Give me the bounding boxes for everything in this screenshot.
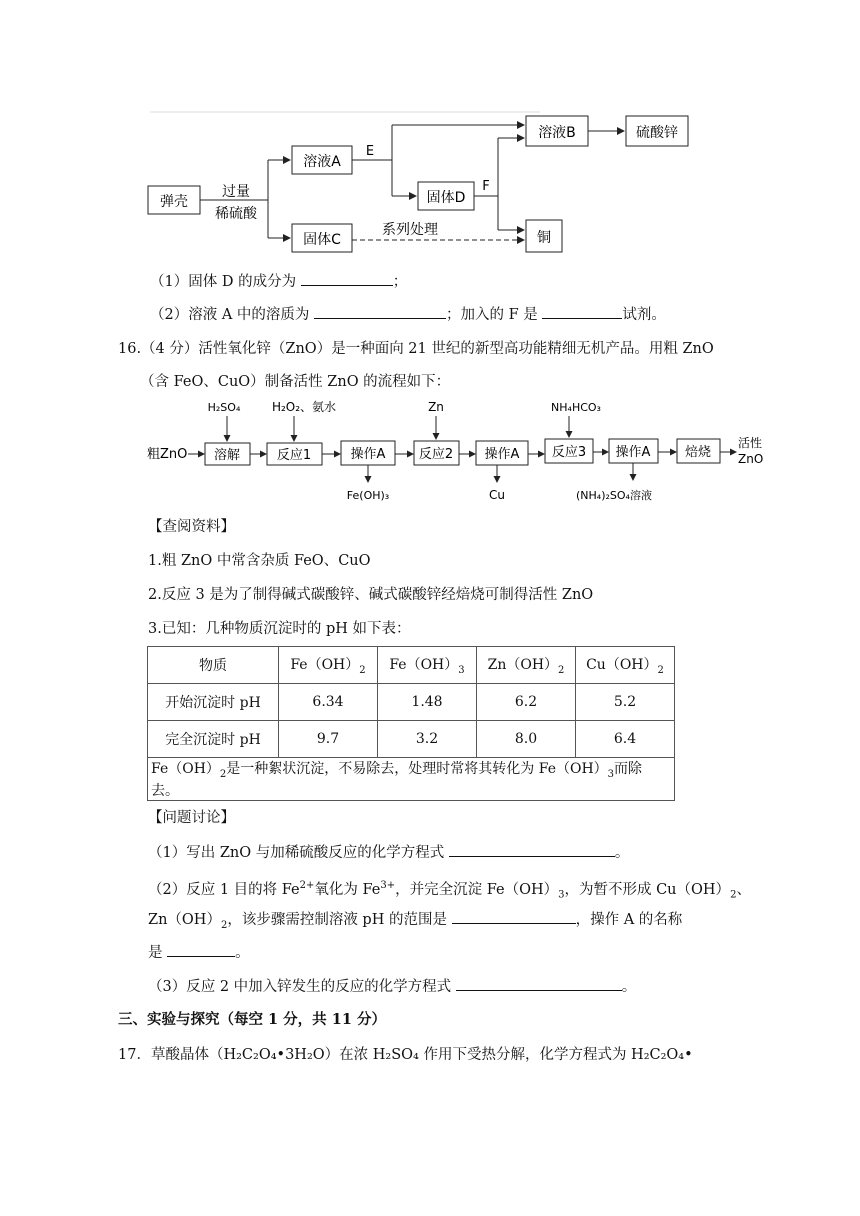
svg-text:溶液B: 溶液B	[538, 125, 576, 141]
svg-text:固体D: 固体D	[426, 190, 466, 206]
svg-text:Zn: Zn	[428, 400, 444, 414]
table-row	[148, 758, 675, 801]
svg-text:硫酸锌: 硫酸锌	[636, 125, 678, 141]
discussion-1: （1）写出 ZnO 与加稀硫酸反应的化学方程式 。	[148, 842, 629, 863]
answer-blank[interactable]	[456, 976, 622, 991]
q15-part1: （1）固体 D 的成分为 ；	[150, 271, 407, 292]
ref-3: 3.已知：几种物质沉淀时的 pH 如下表：	[148, 621, 411, 637]
discussion-3: （3）反应 2 中加入锌发生的反应的化学方程式 。	[148, 976, 636, 997]
svg-text:稀硫酸: 稀硫酸	[215, 206, 257, 222]
svg-text:F: F	[482, 179, 490, 194]
svg-text:操作A: 操作A	[350, 447, 386, 462]
svg-text:操作A: 操作A	[615, 445, 651, 460]
svg-text:焙烧: 焙烧	[684, 445, 712, 460]
answer-blank[interactable]	[314, 304, 446, 319]
svg-text:Cu: Cu	[489, 488, 505, 502]
svg-text:E: E	[365, 144, 375, 159]
q16-intro-1: 16.（4 分）活性氧化锌（ZnO）是一种面向 21 世纪的新型高功能精细无机产品。用粗 ZnO	[118, 341, 714, 357]
svg-text:固体C: 固体C	[303, 232, 341, 248]
svg-text:NH₄HCO₃: NH₄HCO₃	[551, 401, 601, 414]
svg-text:溶液A: 溶液A	[303, 154, 341, 170]
svg-text:H₂O₂、氨水: H₂O₂、氨水	[271, 400, 337, 414]
svg-text:活性: 活性	[738, 436, 763, 450]
ph-table	[147, 646, 675, 801]
answer-blank[interactable]	[449, 842, 615, 857]
svg-text:系列处理: 系列处理	[382, 222, 438, 238]
ref-1: 1.粗 ZnO 中常含杂质 FeO、CuO	[148, 553, 371, 569]
svg-text:粗ZnO: 粗ZnO	[147, 447, 188, 462]
discussion-2-cont: $Zn(OH)_2$，该步骤需控制溶液 pH 的范围是 ，操作 A 的名称	[148, 909, 682, 936]
table-row: 物质 $Fe(OH)_2$ $Fe(OH)_3$ $Zn(OH)_2$ $Cu(OH)_2$	[148, 647, 675, 684]
table-note: $Fe(OH)_2$是一种絮状沉淀，不易除去，处理时常将其转化为 $Fe(OH)_3$而除去。	[148, 758, 675, 801]
svg-text:(NH₄)₂SO₄溶液: (NH₄)₂SO₄溶液	[576, 489, 652, 502]
discussion-title: 【问题讨论】	[148, 810, 235, 826]
flow-diagram-zno	[0, 396, 860, 508]
svg-text:溶解: 溶解	[213, 448, 241, 463]
answer-blank[interactable]	[542, 304, 622, 319]
section-title: 三、实验与探究（每空 1 分，共 11 分）	[118, 1011, 386, 1028]
table-row: 完全沉淀时 pH 9.7 3.2 8.0 6.4	[148, 721, 675, 758]
svg-text:ZnO: ZnO	[738, 452, 764, 466]
lookup-title: 【查阅资料】	[148, 519, 235, 535]
q15-part2: （2）溶液 A 中的溶质为 ；加入的 F 是 试剂。	[150, 304, 666, 325]
answer-blank[interactable]	[167, 942, 235, 957]
svg-text:反应2: 反应2	[418, 447, 454, 462]
svg-text:铜: 铜	[537, 230, 551, 246]
q16-intro-2: （含 FeO、CuO）制备活性 ZnO 的流程如下：	[140, 374, 451, 390]
answer-blank[interactable]	[452, 909, 576, 924]
q17-line-1: 17．草酸晶体（H₂C₂O₄•3H₂O）在浓 H₂SO₄ 作用下受热分解，化学方程式为 H₂C₂O₄•	[118, 1047, 693, 1063]
table-row: 开始沉淀时 pH 6.34 1.48 6.2 5.2	[148, 684, 675, 721]
discussion-2-cont2: 是 。	[148, 942, 250, 963]
svg-text:操作A: 操作A	[484, 447, 520, 462]
box-shell-label: 弹壳	[160, 194, 188, 210]
svg-text:反应3: 反应3	[551, 445, 587, 460]
answer-blank[interactable]	[301, 271, 393, 286]
flow-diagram-shell	[0, 100, 860, 270]
svg-text:H₂SO₄: H₂SO₄	[207, 401, 241, 414]
svg-text:过量: 过量	[222, 184, 250, 200]
discussion-2: （2）反应 1 目的将 $Fe^{2+}$氧化为 $Fe^{3+}$，并完全沉淀 $Fe(OH)_3$，为暂不形成 $Cu(OH)_2$、	[148, 880, 751, 901]
svg-text:Fe(OH)₃: Fe(OH)₃	[346, 489, 390, 502]
svg-text:反应1: 反应1	[276, 448, 312, 463]
ref-2: 2.反应 3 是为了制得碱式碳酸锌、碱式碳酸锌经焙烧可制得活性 ZnO	[148, 587, 594, 603]
